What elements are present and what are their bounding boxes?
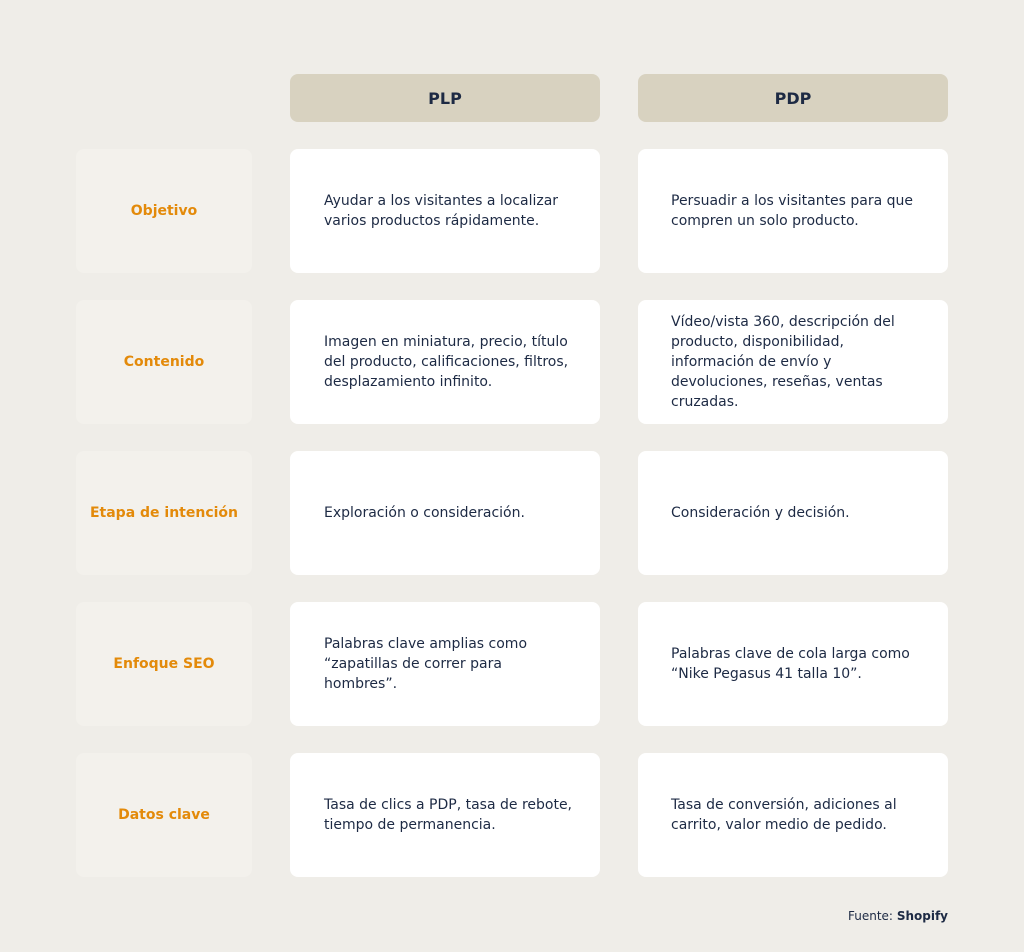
source-prefix: Fuente:: [848, 909, 893, 923]
cell-text: Consideración y decisión.: [671, 505, 850, 521]
cell-text: Tasa de clics a PDP, tasa de rebote, tiempo de permanencia.: [324, 797, 573, 833]
cell-text: Vídeo/vista 360, descripción del producto, disponibilidad, información de envío y devoluciones, reseñas, ventas cruzadas.: [671, 314, 895, 410]
row-label-text: Datos clave: [118, 807, 210, 823]
column-header-plp-label: PLP: [428, 88, 462, 108]
pdp-cell-contenido: [638, 300, 948, 424]
row-label-text: Contenido: [123, 354, 205, 370]
column-header-pdp: [638, 74, 948, 122]
row-label-contenido: [76, 300, 252, 424]
plp-cell-datos-clave: [290, 753, 600, 877]
cell-text: Palabras clave de cola larga como “Nike Pegasus 41 talla 10”.: [671, 646, 910, 682]
source-name: Shopify: [896, 909, 948, 923]
source-credit: [848, 909, 948, 923]
plp-cell-enfoque-seo: [290, 602, 600, 726]
row-label-text: Objetivo: [130, 203, 198, 219]
cell-text: Persuadir a los visitantes para que compren un solo producto.: [671, 193, 914, 229]
plp-cell-contenido: [290, 300, 600, 424]
cell-text: Tasa de conversión, adiciones al carrito, valor medio de pedido.: [671, 797, 897, 833]
pdp-cell-datos-clave: [638, 753, 948, 877]
row-label-etapa-de-intencion: [76, 451, 252, 575]
cell-text: Ayudar a los visitantes a localizar varios productos rápidamente.: [324, 193, 559, 229]
row-label-text: Etapa de intención: [89, 505, 239, 521]
pdp-cell-enfoque-seo: [638, 602, 948, 726]
cell-text: Palabras clave amplias como “zapatillas de correr para hombres”.: [324, 636, 528, 692]
row-label-text: Enfoque SEO: [113, 656, 215, 672]
pdp-cell-objetivo: [638, 149, 948, 273]
pdp-cell-etapa-de-intencion: [638, 451, 948, 575]
column-header-plp: [290, 74, 600, 122]
column-header-pdp-label: PDP: [774, 88, 812, 108]
plp-cell-objetivo: [290, 149, 600, 273]
row-label-enfoque-seo: [76, 602, 252, 726]
cell-text: Imagen en miniatura, precio, título del producto, calificaciones, filtros, desplazamiento infinito.: [324, 334, 569, 390]
row-label-objetivo: [76, 149, 252, 273]
plp-cell-etapa-de-intencion: [290, 451, 600, 575]
cell-text: Exploración o consideración.: [324, 505, 525, 521]
row-label-datos-clave: [76, 753, 252, 877]
